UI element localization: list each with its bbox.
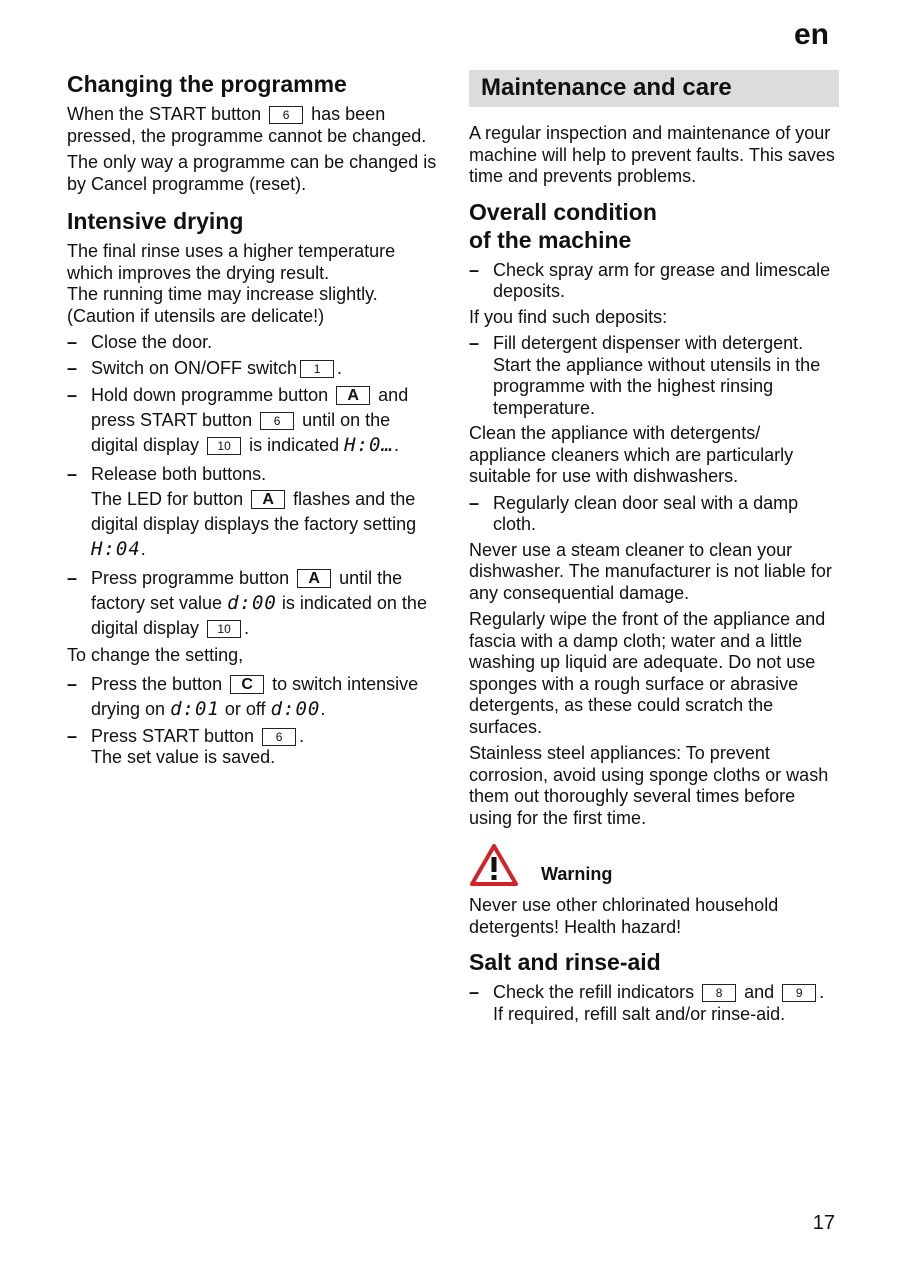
page-number: 17 (812, 1212, 835, 1234)
dash-bullet: – (67, 464, 78, 485)
deposits-text: If you find such deposits: (469, 306, 668, 327)
display-value: d:00 (270, 697, 321, 720)
text: Close the door. (91, 332, 213, 353)
list-item (67, 358, 439, 380)
dash-bullet: – (469, 259, 480, 280)
text: . (140, 539, 146, 560)
list-item (67, 332, 439, 354)
start-button-key: 6 (269, 106, 303, 124)
text: Check the refill indicators (493, 982, 695, 1003)
text: Switch on ON/OFF switch (91, 357, 298, 378)
clean-appliance-text: Clean the appliance with detergents/ appliance cleaners which are particularly suitable for use with dishwashers. (469, 423, 794, 487)
list-item (469, 260, 839, 303)
list-item (67, 672, 439, 722)
text: Release both buttons. (91, 464, 267, 485)
list-item (469, 493, 839, 536)
text: Press the button (91, 673, 223, 694)
text: . (244, 618, 250, 639)
text: Press START button (91, 725, 255, 746)
display-value: d:00 (227, 592, 277, 615)
right-column (469, 70, 839, 1029)
display-value: d:01 (170, 697, 220, 720)
heading-line-1: Overall condition (469, 198, 657, 225)
c-button-key: C (230, 675, 264, 694)
dash-bullet: – (67, 385, 78, 406)
list-item (67, 566, 439, 641)
digital-display-key: 10 (207, 437, 241, 455)
text: Hold down programme button (91, 385, 329, 406)
text: and press START button (91, 385, 409, 431)
text: is indicated on the digital display (91, 593, 427, 639)
text: . (299, 725, 305, 746)
rinse-aid-indicator-key: 9 (782, 984, 816, 1002)
changing-paragraph-2: The only way a programme can be changed is by Cancel programme (reset). (67, 152, 437, 194)
stainless-steel-text: Stainless steel appliances: To prevent corrosion, avoid using sponge cloths or wash them out thoroughly several times before using for the first time. (469, 743, 829, 828)
display-value: H:0… (344, 434, 394, 457)
warning-block (469, 843, 839, 887)
salt-list (469, 982, 839, 1025)
left-column (67, 70, 439, 773)
maintenance-intro: A regular inspection and maintenance of your machine will help to prevent faults. This saves time and prevents problems. (469, 123, 835, 186)
salt-indicator-key: 8 (702, 984, 736, 1002)
dash-bullet: – (67, 568, 78, 589)
text: The LED for button (91, 489, 244, 510)
overall-list-3 (469, 493, 839, 536)
programme-button-key: A (336, 386, 370, 405)
text: has been pressed, the programme cannot be changed. (67, 104, 427, 146)
intensive-heading: Intensive drying (67, 208, 244, 235)
heading-line-2: of the machine (469, 226, 632, 253)
dash-bullet: – (67, 673, 78, 694)
intensive-intro-2: The running time may increase slightly. (Caution if utensils are delicate!) (67, 284, 378, 326)
text: until the factory set value (91, 568, 403, 614)
text: When the START button (67, 104, 262, 125)
dash-bullet: – (469, 492, 480, 513)
changing-paragraph-1 (67, 104, 439, 147)
intensive-intro-1: The final rinse uses a higher temperature which improves the drying result. (67, 241, 396, 283)
steam-cleaner-text: Never use a steam cleaner to clean your dishwasher. The manufacturer is not liable for any consequential damage. (469, 539, 832, 603)
text: or off (224, 698, 266, 719)
text: is indicated (249, 435, 340, 456)
dash-bullet: – (469, 982, 480, 1003)
text: Press programme button (91, 568, 290, 589)
start-button-key: 6 (262, 728, 296, 746)
text: and (744, 982, 775, 1003)
warning-triangle-icon (469, 843, 519, 887)
programme-button-key: A (251, 490, 285, 509)
on-off-switch-key: 1 (300, 360, 334, 378)
text: The set value is saved. (91, 747, 276, 768)
text: . (393, 435, 399, 456)
warning-label: Warning (541, 864, 613, 885)
text: flashes and the digital display displays the factory setting (91, 489, 417, 535)
dash-bullet: – (67, 725, 78, 746)
language-code: en (793, 18, 829, 51)
text: until on the digital display (91, 410, 391, 456)
list-item (67, 462, 439, 562)
change-steps (67, 672, 439, 769)
text: . (819, 982, 825, 1003)
salt-heading: Salt and rinse-aid (469, 949, 661, 976)
text: . (320, 698, 326, 719)
section-title: Maintenance and care (469, 70, 839, 107)
overall-condition-heading (469, 198, 839, 254)
overall-list-1 (469, 260, 839, 303)
dash-bullet: – (469, 333, 480, 354)
text: If required, refill salt and/or rinse-aid. (493, 1003, 786, 1024)
start-button-key: 6 (260, 412, 294, 430)
dash-bullet: – (67, 332, 78, 353)
digital-display-key: 10 (207, 620, 241, 638)
text: Fill detergent dispenser with detergent. (493, 333, 804, 354)
warning-text: Never use other chlorinated household detergents! Health hazard! (469, 895, 779, 937)
text: . (337, 357, 343, 378)
list-item (67, 726, 439, 769)
text: Regularly clean door seal with a damp cloth. (493, 492, 799, 535)
text: to switch intensive drying on (91, 673, 419, 719)
overall-list-2 (469, 333, 839, 419)
programme-button-key: A (297, 569, 331, 588)
changing-heading: Changing the programme (67, 71, 347, 97)
text: Start the appliance without utensils in the programme with the highest rinsing temperature. (493, 354, 821, 418)
list-item (469, 982, 839, 1025)
display-value: H:04 (91, 538, 141, 561)
intensive-steps (67, 332, 439, 641)
text: Check spray arm for grease and limescale deposits. (493, 259, 831, 302)
list-item (469, 333, 839, 419)
list-item (67, 383, 439, 458)
change-setting-text: To change the setting, (67, 645, 244, 666)
dash-bullet: – (67, 357, 78, 378)
wipe-front-text: Regularly wipe the front of the appliance and fascia with a damp cloth; water and a little washing up liquid are adequate. Do not use sponges with a rough surface or abrasive detergents, as these could scratch the surfaces. (469, 609, 826, 737)
